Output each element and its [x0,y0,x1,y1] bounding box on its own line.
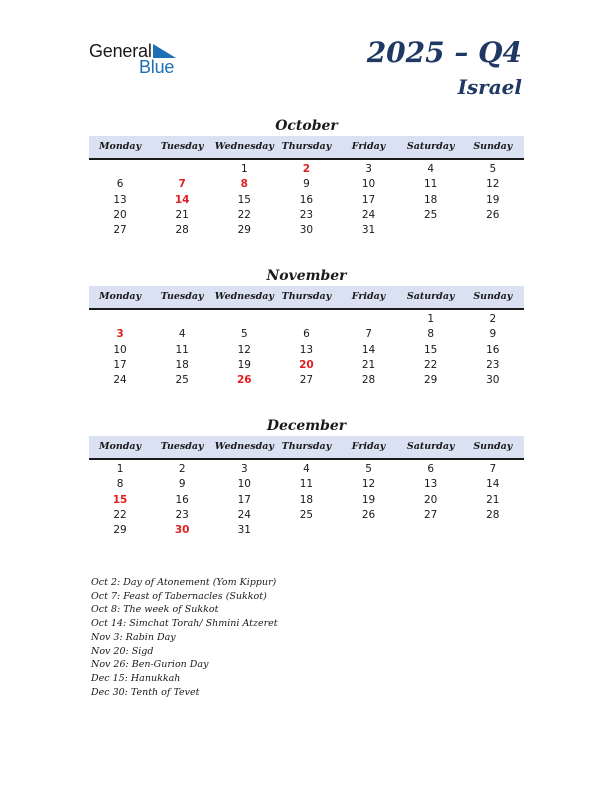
day-cell: 27 [113,224,127,237]
holiday-note: Oct 7: Feast of Tabernacles (Sukkot) [91,590,267,602]
weekday-label: Friday [351,141,386,152]
day-cell: 8 [116,478,124,491]
day-cell: 5 [240,328,248,341]
day-cell: 4 [178,328,186,341]
logo [89,40,189,76]
day-cell: 20 [113,208,127,221]
week-row [89,493,524,508]
week-row [89,358,524,373]
logo-triangle-icon [153,44,176,58]
day-cell [400,223,462,238]
week-row [89,223,524,238]
weekday-label: Thursday [281,441,332,452]
day-cell: 27 [299,374,314,387]
day-cell: 12 [486,178,500,191]
day-cell: 27 [424,508,438,521]
day-cell: 2 [489,313,497,325]
day-cell: 24 [237,508,251,521]
day-cell: 14 [361,343,376,356]
day-cell: 11 [175,343,189,356]
day-cell: 19 [486,193,500,206]
day-cell: 18 [299,493,314,506]
holiday-day-cell: 3 [116,328,124,341]
day-cell: 15 [237,193,251,206]
weekday-label: Tuesday [160,291,204,302]
month-december [89,416,524,538]
weekday-label: Sunday [473,441,513,452]
day-cell: 24 [361,208,376,221]
day-cell: 5 [489,163,497,175]
day-cell: 10 [361,178,376,191]
day-cell: 16 [175,493,189,506]
weekday-label: Wednesday [214,141,274,152]
day-cell: 1 [240,163,248,175]
day-cell: 18 [424,193,438,206]
weekday-header [89,436,524,460]
day-cell: 10 [237,478,251,491]
day-cell: 6 [116,178,124,191]
day-cell: 7 [365,328,372,341]
day-cell [462,523,524,538]
day-cell: 15 [424,343,438,356]
holiday-day-cell: 2 [302,163,311,175]
month-title: October [275,118,338,134]
day-cell: 9 [303,178,310,191]
holiday-day-cell: 26 [237,374,252,387]
weekday-label: Thursday [281,141,332,152]
day-cell: 28 [486,508,500,521]
day-cell: 29 [424,374,438,387]
day-cell [89,162,151,177]
day-cell: 21 [175,208,189,221]
holiday-note: Nov 26: Ben-Gurion Day [91,659,209,671]
day-cell: 25 [175,374,189,387]
day-cell: 22 [113,508,127,521]
day-cell [275,523,337,538]
country-name: Israel [457,75,522,99]
week-row [89,373,524,388]
day-cell: 19 [237,358,251,371]
day-cell: 8 [427,328,435,341]
holiday-note: Oct 14: Simchat Torah/ Shmini Atzeret [91,618,278,630]
weekday-label: Monday [99,141,142,152]
holiday-day-cell: 15 [112,493,128,506]
day-cell: 31 [361,224,376,237]
weekday-label: Wednesday [214,441,274,452]
day-cell: 9 [489,328,497,341]
week-row [89,312,524,327]
week-row [89,177,524,192]
day-cell: 26 [361,508,376,521]
week-row [89,508,524,523]
day-cell: 22 [237,208,251,221]
day-cell: 13 [299,343,314,356]
day-cell: 26 [486,208,500,221]
week-row [89,208,524,223]
day-cell: 13 [424,478,438,491]
day-cell: 21 [361,358,376,371]
week-row [89,523,524,538]
weekday-label: Sunday [473,291,513,302]
week-row [89,162,524,177]
day-cell: 23 [175,508,189,521]
holiday-note: Dec 30: Tenth of Tevet [91,686,200,698]
day-cell: 23 [486,358,500,371]
month-october [89,116,524,238]
day-cell: 7 [489,463,497,475]
day-cell: 11 [424,178,438,191]
holiday-note: Dec 15: Hanukkah [91,672,181,684]
day-cell: 10 [113,343,127,356]
day-cell: 23 [299,208,314,221]
page-title: 2025 – Q4 [366,36,522,69]
logo-general-text: General [89,41,152,61]
weekday-label: Sunday [473,141,513,152]
month-november [89,266,524,388]
day-cell: 11 [299,478,314,491]
weekday-label: Tuesday [160,141,204,152]
day-cell: 24 [113,374,127,387]
day-cell: 4 [427,163,435,175]
day-cell: 6 [427,463,435,475]
holiday-day-cell: 30 [174,524,190,537]
day-cell: 25 [299,508,314,521]
weekday-label: Monday [99,441,142,452]
holiday-day-cell: 14 [174,193,190,206]
day-cell: 17 [237,493,251,506]
day-cell: 17 [113,358,127,371]
day-cell [338,312,400,327]
day-cell: 17 [361,193,376,206]
weekday-header [89,136,524,160]
month-title: December [266,418,347,434]
month-title: November [266,268,347,284]
weekday-header [89,286,524,310]
day-cell: 28 [175,224,189,237]
weekday-label: Saturday [406,141,455,152]
day-cell: 28 [361,374,376,387]
weekday-label: Thursday [281,291,332,302]
day-cell: 31 [237,524,251,537]
day-cell: 1 [116,463,124,475]
day-cell: 18 [175,358,189,371]
day-cell: 3 [365,163,372,175]
weekday-label: Friday [351,441,386,452]
weekday-label: Wednesday [214,291,274,302]
weekday-label: Tuesday [160,441,204,452]
week-row [89,193,524,208]
day-cell [151,312,213,327]
week-row [89,343,524,358]
day-cell: 6 [303,328,310,341]
day-cell: 1 [427,313,435,325]
week-row [89,462,524,477]
day-cell: 5 [365,463,372,475]
day-cell [462,223,524,238]
day-cell: 14 [486,478,500,491]
day-cell: 13 [113,193,127,206]
day-cell: 19 [361,493,376,506]
day-cell: 25 [424,208,438,221]
weekday-label: Saturday [406,441,455,452]
weekday-label: Saturday [406,291,455,302]
holiday-note: Oct 8: The week of Sukkot [91,604,219,616]
day-cell: 3 [240,463,248,475]
day-cell [213,312,275,327]
day-cell: 12 [361,478,376,491]
day-cell: 16 [486,343,500,356]
day-cell [400,523,462,538]
holiday-day-cell: 7 [178,178,186,191]
day-cell [89,312,151,327]
day-cell: 2 [178,463,186,475]
day-cell [275,312,337,327]
day-cell [338,523,400,538]
holiday-day-cell: 20 [299,358,314,371]
day-cell: 4 [303,463,310,475]
day-cell: 30 [486,374,500,387]
day-cell: 12 [237,343,251,356]
logo-blue-text: Blue [139,57,175,77]
week-row [89,477,524,492]
day-cell [151,162,213,177]
day-cell: 30 [299,224,314,237]
holiday-day-cell: 8 [240,178,248,191]
day-cell: 21 [486,493,500,506]
holiday-note: Nov 20: Sigd [91,645,154,657]
weekday-label: Friday [351,291,386,302]
holiday-notes [91,576,278,699]
holiday-note: Nov 3: Rabin Day [91,631,176,643]
holiday-note: Oct 2: Day of Atonement (Yom Kippur) [91,577,277,588]
day-cell: 22 [424,358,438,371]
day-cell: 9 [178,478,186,491]
day-cell: 16 [299,193,314,206]
day-cell: 29 [113,524,127,537]
week-row [89,327,524,342]
weekday-label: Monday [99,291,142,302]
day-cell: 29 [237,224,251,237]
day-cell: 20 [424,493,438,506]
